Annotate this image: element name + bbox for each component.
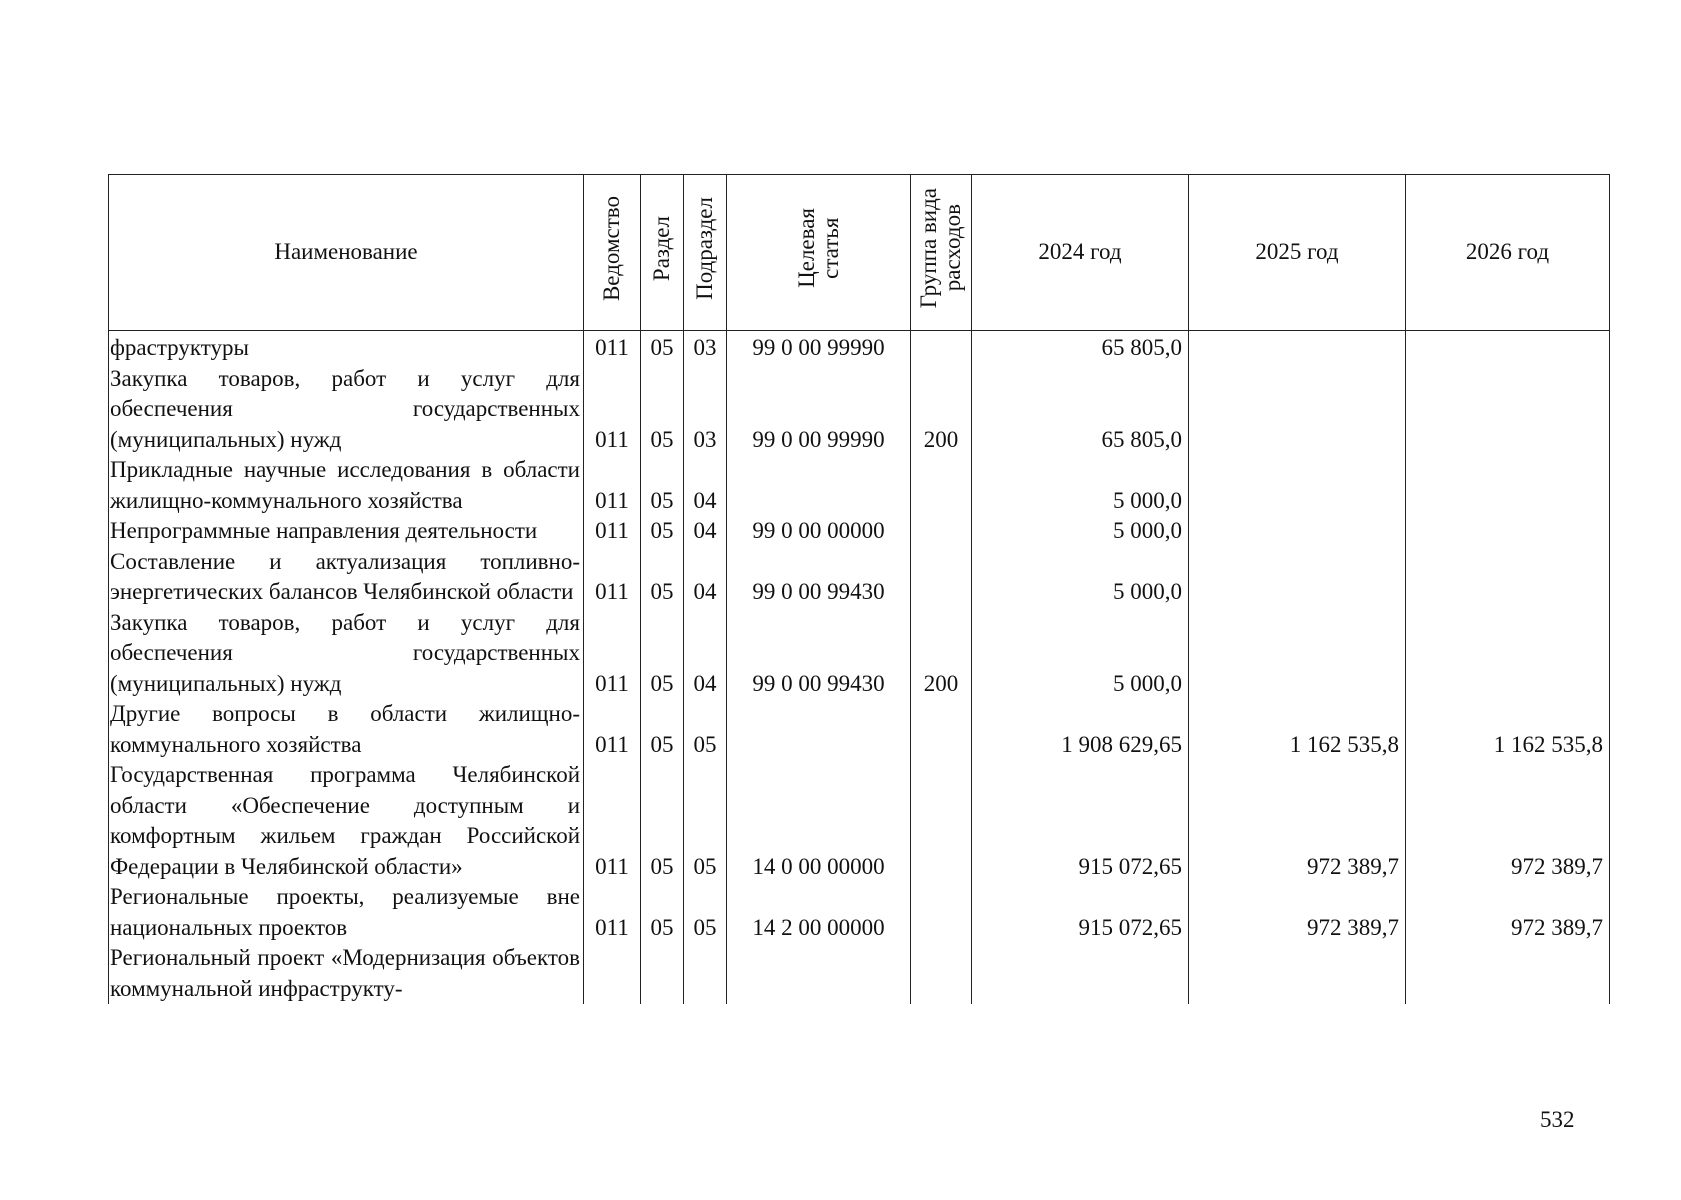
value-2024-cell <box>972 943 1189 1004</box>
target-cell: 14 2 00 00000 <box>727 882 911 943</box>
target-cell: 99 0 00 99430 <box>727 608 911 700</box>
table-row <box>109 547 1610 608</box>
table-row <box>109 455 1610 516</box>
table-header-row <box>109 175 1610 331</box>
name-cell: Закупка товаров, работ и услуг для обеспечения государственных (муниципальных) нужд <box>109 364 584 456</box>
section-cell: 05 <box>641 364 684 456</box>
value-2026-cell <box>1406 516 1610 547</box>
name-cell: Другие вопросы в области жилищно-коммунального хозяйства <box>109 699 584 760</box>
subsection-cell: 04 <box>684 516 727 547</box>
value-2026-cell: 972 389,7 <box>1406 882 1610 943</box>
dept-cell <box>584 943 641 1004</box>
subsection-cell: 03 <box>684 331 727 364</box>
header-group <box>911 175 972 331</box>
dept-cell: 011 <box>584 547 641 608</box>
value-2026-cell <box>1406 331 1610 364</box>
value-2024-cell: 65 805,0 <box>972 331 1189 364</box>
table-row <box>109 331 1610 364</box>
subsection-cell: 04 <box>684 547 727 608</box>
section-cell: 05 <box>641 699 684 760</box>
header-group-line1: Группа вида <box>916 188 941 309</box>
value-2026-cell <box>1406 455 1610 516</box>
name-cell: Закупка товаров, работ и услуг для обеспечения государственных (муниципальных) нужд <box>109 608 584 700</box>
subsection-cell: 03 <box>684 364 727 456</box>
value-2025-cell <box>1189 455 1406 516</box>
name-cell: Прикладные научные исследования в области жилищно-коммунального хозяйства <box>109 455 584 516</box>
header-target <box>727 175 911 331</box>
value-2026-cell <box>1406 608 1610 700</box>
table-row <box>109 760 1610 882</box>
section-cell: 05 <box>641 608 684 700</box>
name-cell: Региональные проекты, реализуемые вне национальных проектов <box>109 882 584 943</box>
table-row <box>109 364 1610 456</box>
subsection-cell: 04 <box>684 455 727 516</box>
budget-table <box>108 174 1610 1004</box>
value-2025-cell <box>1189 364 1406 456</box>
header-2026: 2026 год <box>1406 175 1610 331</box>
value-2026-cell: 1 162 535,8 <box>1406 699 1610 760</box>
target-cell <box>727 699 911 760</box>
section-cell <box>641 943 684 1004</box>
value-2025-cell: 972 389,7 <box>1189 760 1406 882</box>
table-row <box>109 699 1610 760</box>
value-2024-cell: 5 000,0 <box>972 547 1189 608</box>
dept-cell: 011 <box>584 760 641 882</box>
name-cell: Непрограммные направления деятельности <box>109 516 584 547</box>
value-2024-cell: 5 000,0 <box>972 455 1189 516</box>
subsection-cell: 05 <box>684 882 727 943</box>
name-cell: Государственная программа Челябинской области «Обеспечение доступным и комфортным жильем граждан Российской Федерации в Челябинской области» <box>109 760 584 882</box>
group-cell <box>911 760 972 882</box>
target-cell <box>727 455 911 516</box>
table-row <box>109 516 1610 547</box>
dept-cell: 011 <box>584 699 641 760</box>
value-2025-cell: 1 162 535,8 <box>1189 699 1406 760</box>
dept-cell: 011 <box>584 331 641 364</box>
value-2026-cell <box>1406 943 1610 1004</box>
group-cell <box>911 699 972 760</box>
value-2024-cell: 5 000,0 <box>972 516 1189 547</box>
header-section: Раздел <box>641 175 684 331</box>
subsection-cell: 05 <box>684 699 727 760</box>
value-2026-cell: 972 389,7 <box>1406 760 1610 882</box>
group-cell <box>911 331 972 364</box>
value-2026-cell <box>1406 547 1610 608</box>
group-cell <box>911 547 972 608</box>
dept-cell: 011 <box>584 882 641 943</box>
subsection-cell: 05 <box>684 760 727 882</box>
section-cell: 05 <box>641 547 684 608</box>
name-cell: фраструктуры <box>109 331 584 364</box>
value-2024-cell: 5 000,0 <box>972 608 1189 700</box>
table-row <box>109 608 1610 700</box>
dept-cell: 011 <box>584 364 641 456</box>
value-2024-cell: 915 072,65 <box>972 760 1189 882</box>
group-cell: 200 <box>911 364 972 456</box>
target-cell: 99 0 00 99990 <box>727 364 911 456</box>
section-cell: 05 <box>641 331 684 364</box>
target-cell: 99 0 00 00000 <box>727 516 911 547</box>
dept-cell: 011 <box>584 455 641 516</box>
value-2025-cell <box>1189 516 1406 547</box>
target-cell: 99 0 00 99430 <box>727 547 911 608</box>
header-target-line2: статья <box>817 217 843 279</box>
name-cell: Региональный проект «Модернизация объектов коммунальной инфраструкту- <box>109 943 584 1004</box>
group-cell <box>911 516 972 547</box>
header-dept: Ведомство <box>584 175 641 331</box>
group-cell <box>911 943 972 1004</box>
value-2025-cell: 972 389,7 <box>1189 882 1406 943</box>
section-cell: 05 <box>641 455 684 516</box>
value-2025-cell <box>1189 331 1406 364</box>
section-cell: 05 <box>641 882 684 943</box>
dept-cell: 011 <box>584 608 641 700</box>
value-2024-cell: 65 805,0 <box>972 364 1189 456</box>
group-cell: 200 <box>911 608 972 700</box>
value-2024-cell: 915 072,65 <box>972 882 1189 943</box>
target-cell: 14 0 00 00000 <box>727 760 911 882</box>
value-2025-cell <box>1189 547 1406 608</box>
section-cell: 05 <box>641 516 684 547</box>
target-cell: 99 0 00 99990 <box>727 331 911 364</box>
table-body <box>109 331 1610 1005</box>
value-2025-cell <box>1189 608 1406 700</box>
name-cell: Составление и актуализация топливно-энергетических балансов Челябинской области <box>109 547 584 608</box>
table-row <box>109 943 1610 1004</box>
subsection-cell: 04 <box>684 608 727 700</box>
header-2024: 2024 год <box>972 175 1189 331</box>
header-subsection: Подраздел <box>684 175 727 331</box>
dept-cell: 011 <box>584 516 641 547</box>
group-cell <box>911 882 972 943</box>
value-2024-cell: 1 908 629,65 <box>972 699 1189 760</box>
subsection-cell <box>684 943 727 1004</box>
value-2025-cell <box>1189 943 1406 1004</box>
page-number: 532 <box>1540 1107 1575 1132</box>
value-2026-cell <box>1406 364 1610 456</box>
header-target-line1: Целевая <box>793 208 819 289</box>
header-2025: 2025 год <box>1189 175 1406 331</box>
target-cell <box>727 943 911 1004</box>
table-row <box>109 882 1610 943</box>
header-group-line2: расходов <box>940 204 965 292</box>
group-cell <box>911 455 972 516</box>
header-name: Наименование <box>109 175 584 331</box>
section-cell: 05 <box>641 760 684 882</box>
